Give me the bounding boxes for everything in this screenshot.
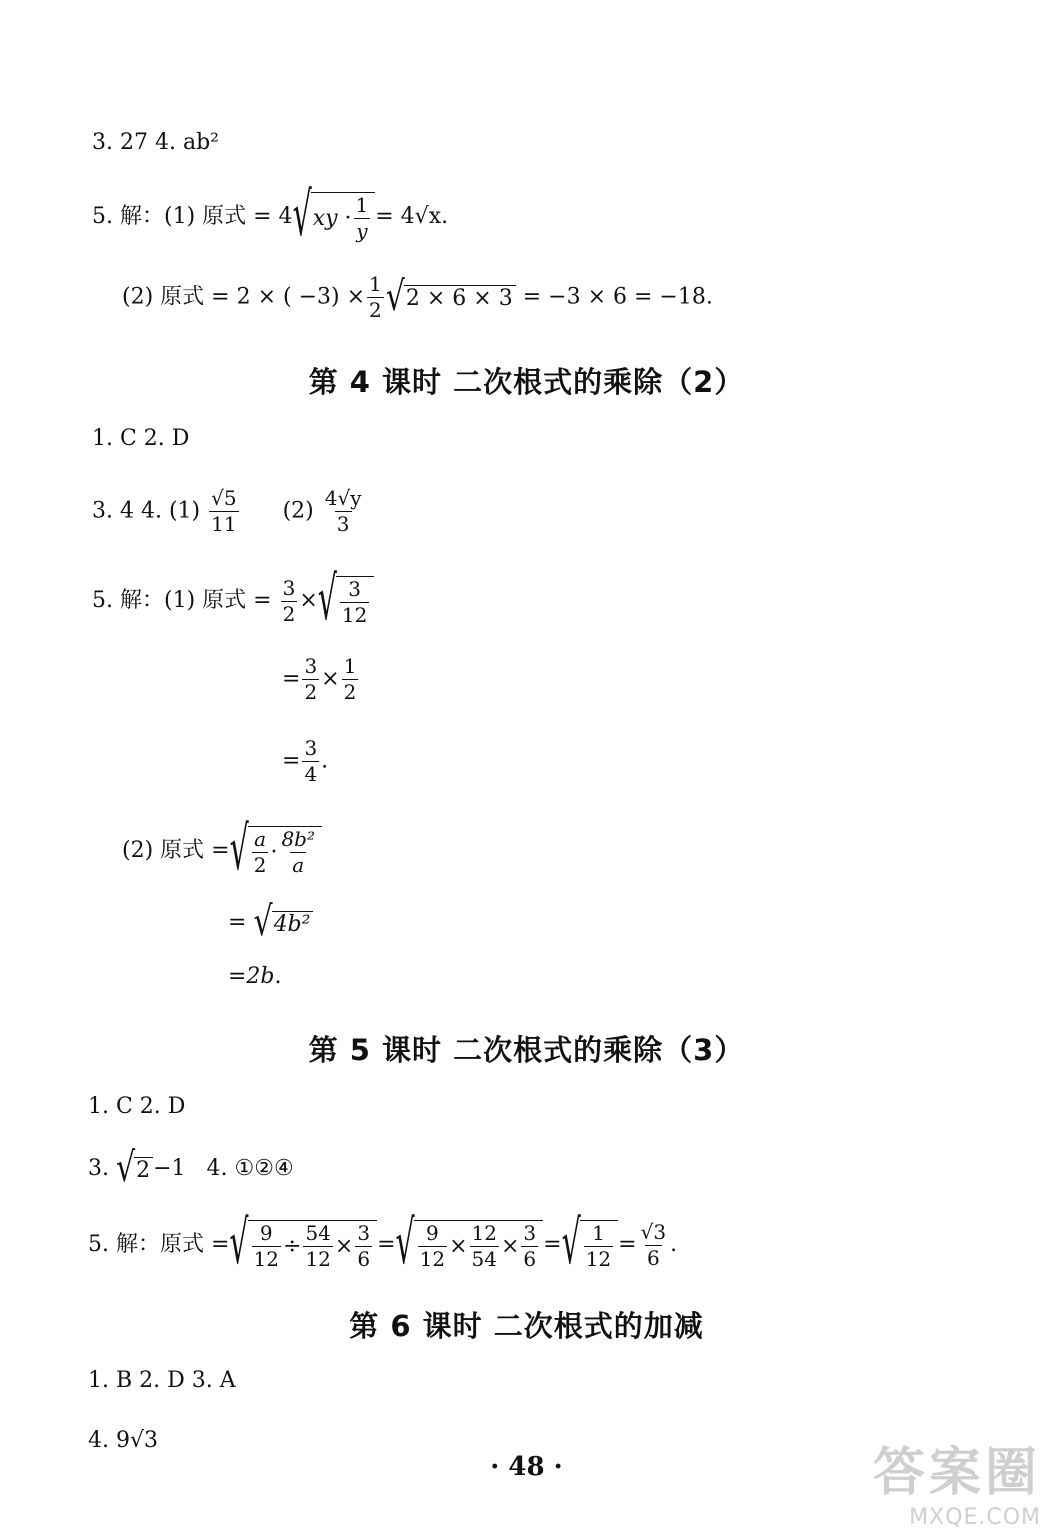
answer-suffix: −1	[153, 1156, 186, 1181]
answer-4: 4. ①②④	[206, 1156, 294, 1181]
frac-denominator: 6	[523, 1247, 537, 1271]
lesson-4-answer-3-4	[92, 488, 366, 535]
lesson-5-answer-1-2: 1. C 2. D	[88, 1094, 186, 1119]
sqrt-expression: √ $\frac{9}{12}$ ÷ $\frac{54}{12}$ × $\frac{3}{6}$	[229, 1220, 377, 1270]
frac-numerator: 3	[348, 577, 361, 601]
lesson-5-answer-3-4: 3. √ 2 −1 4. ①②④	[88, 1144, 294, 1192]
frac-numerator: 1	[355, 193, 369, 217]
frac-numerator: 1	[592, 1221, 605, 1245]
lesson-4-answer-5-1: 5. 解：(1) 原式 = $\frac{3}{2}$ × √ $\frac{3}{12}$	[92, 576, 374, 626]
frac-denominator: 6	[646, 1245, 660, 1270]
frac-numerator: 1	[369, 272, 382, 296]
frac-denominator: 12	[253, 1247, 279, 1271]
lesson-4-answer-5-2-step3: =2b.	[228, 964, 282, 989]
frac-denominator: 2	[304, 680, 318, 704]
lesson-4-answer-5-1-step3: = $\frac{3}{4}$ .	[282, 736, 329, 786]
lesson-6-answer-1-3: 1. B 2. D 3. A	[88, 1368, 236, 1393]
answer-prefix: 5. 解：原式 =	[88, 1232, 230, 1257]
lesson-5-heading: 第 5 课时 二次根式的乘除（3）	[308, 1033, 745, 1067]
sqrt-expression: √ 2	[116, 1154, 153, 1184]
lesson-6-heading: 第 6 课时 二次根式的加减	[349, 1309, 704, 1343]
lesson-4-answer-1-2: 1. C 2. D	[92, 426, 190, 451]
frac-denominator: 2	[253, 853, 267, 877]
expr-term: xy ·	[312, 205, 352, 231]
frac-numerator: 8b²	[281, 827, 315, 851]
answer-5-1-result: = 4√x.	[375, 204, 449, 229]
answer-5-2-result: = −3 × 6 = −18.	[522, 284, 713, 310]
frac-numerator: √3	[640, 1219, 667, 1244]
watermark-text: 答案圈	[872, 1443, 1041, 1503]
frac-numerator: 3	[304, 654, 318, 678]
frac-denominator: 54	[471, 1247, 497, 1271]
page-number: · 48 ·	[490, 1452, 563, 1482]
lesson-4-answer-5-1-step2: = $\frac{3}{2}$ × $\frac{1}{2}$	[282, 654, 357, 704]
frac-numerator: 1	[343, 654, 357, 678]
frac-numerator: 12	[471, 1221, 497, 1245]
lesson-4-answer-5-2	[122, 815, 322, 885]
frac-numerator: 3	[523, 1221, 537, 1245]
sqrt-expression: √ $\frac{9}{12}$ × $\frac{12}{54}$ × $\frac{3}{6}$	[396, 1220, 544, 1270]
sqrt-expression: √ 2 × 6 × 3	[386, 283, 516, 313]
frac-denominator: 4	[304, 762, 318, 786]
frac-numerator: 54	[305, 1221, 331, 1245]
frac-numerator: 3	[282, 575, 296, 600]
frac-numerator: 3	[304, 736, 318, 760]
frac-numerator: √5	[211, 486, 237, 510]
frac-numerator: 3	[357, 1221, 371, 1245]
frac-denominator: 12	[585, 1247, 612, 1271]
answer-5-1	[92, 181, 449, 251]
frac-denominator: 12	[341, 603, 368, 627]
sqrt-expression: √ $\frac{3}{12}$	[318, 576, 375, 626]
frac-denominator: 2	[369, 298, 382, 322]
frac-numerator: 4√y	[324, 486, 362, 510]
frac-denominator: 11	[211, 512, 237, 536]
answer-prefix: (2) 原式 =	[122, 838, 230, 863]
lesson-4-answer-5-2-step2: = √ 4b²	[228, 908, 313, 938]
lesson-5-answer-5: 5. 解：原式 = √ $\frac{9}{12}$ ÷ $\frac{54}{12}$ × $\frac{3}{6}$ = √ $\frac{9}{12}$ × $\frac{12}{54}$ × $\frac{3}{6}$ = √ $\frac{1}{12}$ = $\frac{√3}{6}$ .	[88, 1209, 678, 1279]
frac-denominator: 2	[282, 601, 296, 626]
answer-5-2-prefix: (2) 原式 = 2 × ( −3) ×	[122, 284, 366, 310]
frac-denominator: a	[292, 853, 305, 877]
frac-denominator: 2	[343, 680, 357, 704]
frac-numerator: 9	[425, 1221, 439, 1245]
frac-numerator: 9	[259, 1221, 273, 1245]
answer-3-4: 3. 27 4. ab²	[92, 130, 219, 155]
frac-denominator: 12	[305, 1247, 331, 1271]
frac-denominator: y	[356, 219, 368, 243]
sqrt-expression: √ 4b²	[253, 908, 313, 938]
watermark-logo	[873, 1430, 1041, 1530]
answer-5-1-prefix: 5. 解：(1) 原式 = 4	[92, 204, 293, 229]
frac-denominator: 3	[336, 512, 350, 536]
answer-prefix: 3. 4 4. (1)	[92, 498, 201, 524]
answer-5-2	[122, 274, 713, 321]
watermark-url: MXQE.COM	[909, 1505, 1041, 1530]
sqrt-expression: √ $\frac{1}{12}$	[562, 1220, 619, 1270]
answer-prefix: 5. 解：(1) 原式 =	[92, 588, 272, 613]
lesson-4-heading: 第 4 课时 二次根式的乘除（2）	[308, 365, 745, 399]
frac-denominator: 12	[419, 1247, 446, 1271]
answer-part-label: (2)	[282, 498, 314, 524]
lesson-6-answer-4: 4. 9√3	[88, 1428, 158, 1453]
sqrt-expression: √ $\frac{a}{2}$ · $\frac{\text{8b²}}{a}$	[230, 826, 322, 876]
sqrt-expression: √ xy · $\frac{1}{y}$	[293, 192, 376, 242]
frac-denominator: 6	[357, 1247, 371, 1271]
frac-numerator: a	[254, 827, 267, 851]
